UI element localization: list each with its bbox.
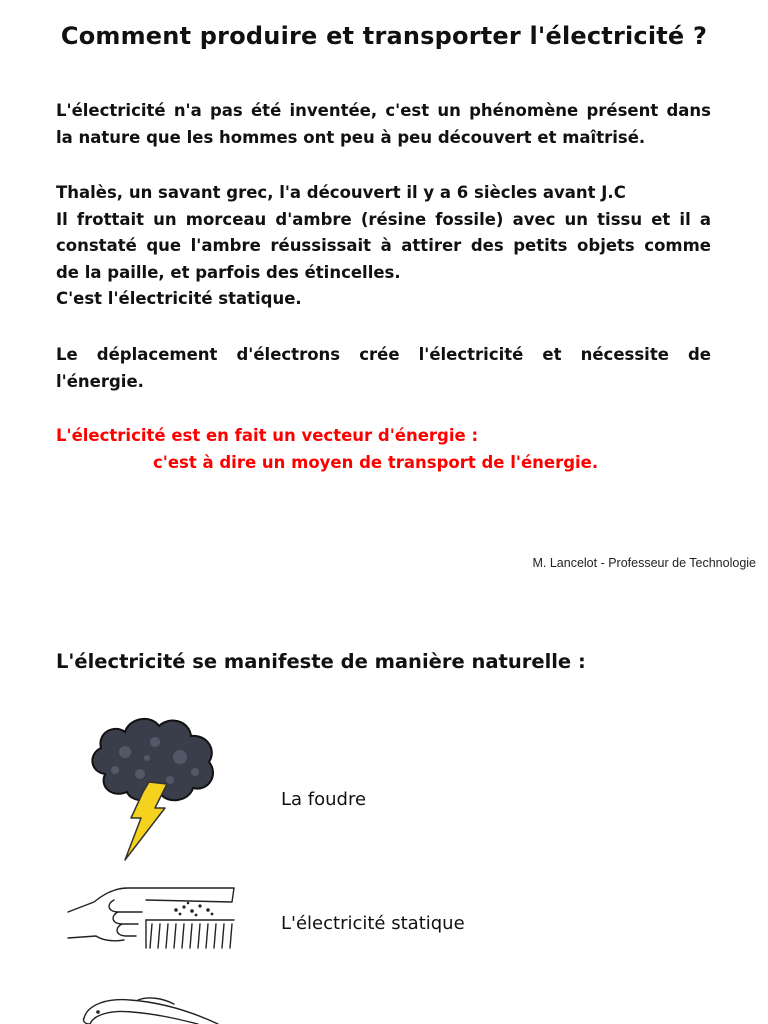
highlight-line-2: c'est à dire un moyen de transport de l'énergie.: [153, 452, 599, 472]
highlight-paragraph: [56, 423, 711, 476]
hand-static-icon: [66, 880, 238, 950]
thales-line-3: constaté que l'ambre réussissait à attirer des petits objets comme: [56, 236, 711, 255]
thales-line-5: C'est l'électricité statique.: [56, 289, 302, 308]
intro-line-2: la nature que les hommes ont peu à peu découvert et maîtrisé.: [56, 127, 646, 147]
section-title: L'électricité se manifeste de manière naturelle :: [56, 650, 586, 673]
thales-line-1: Thalès, un savant grec, l'a découvert il y a 6 siècles avant J.C: [56, 183, 626, 202]
highlight-line-1: L'électricité est en fait un vecteur d'énergie :: [56, 426, 479, 445]
eel-icon: [78, 990, 238, 1024]
item-label-lightning: La foudre: [281, 789, 367, 810]
thales-line-4: de la paille, et parfois des étincelles.: [56, 262, 401, 282]
item-label-static: L'électricité statique: [281, 913, 465, 934]
electrons-paragraph: [56, 342, 711, 395]
author-credit: M. Lancelot - Professeur de Technologie: [532, 556, 756, 570]
electrons-line-2: l'énergie.: [56, 371, 144, 391]
electrons-line-1: Le déplacement d'électrons crée l'électricité et nécessite de: [56, 345, 711, 364]
page-title: Comment produire et transporter l'électricité ?: [60, 22, 708, 50]
lightning-cloud-icon: [85, 712, 220, 862]
thales-line-2: Il frottait un morceau d'ambre (résine fossile) avec un tissu et il a: [56, 209, 711, 229]
intro-line-1: L'électricité n'a pas été inventée, c'est un phénomène présent dans: [56, 101, 711, 120]
thales-paragraph: [56, 180, 711, 313]
intro-paragraph: [56, 98, 711, 151]
